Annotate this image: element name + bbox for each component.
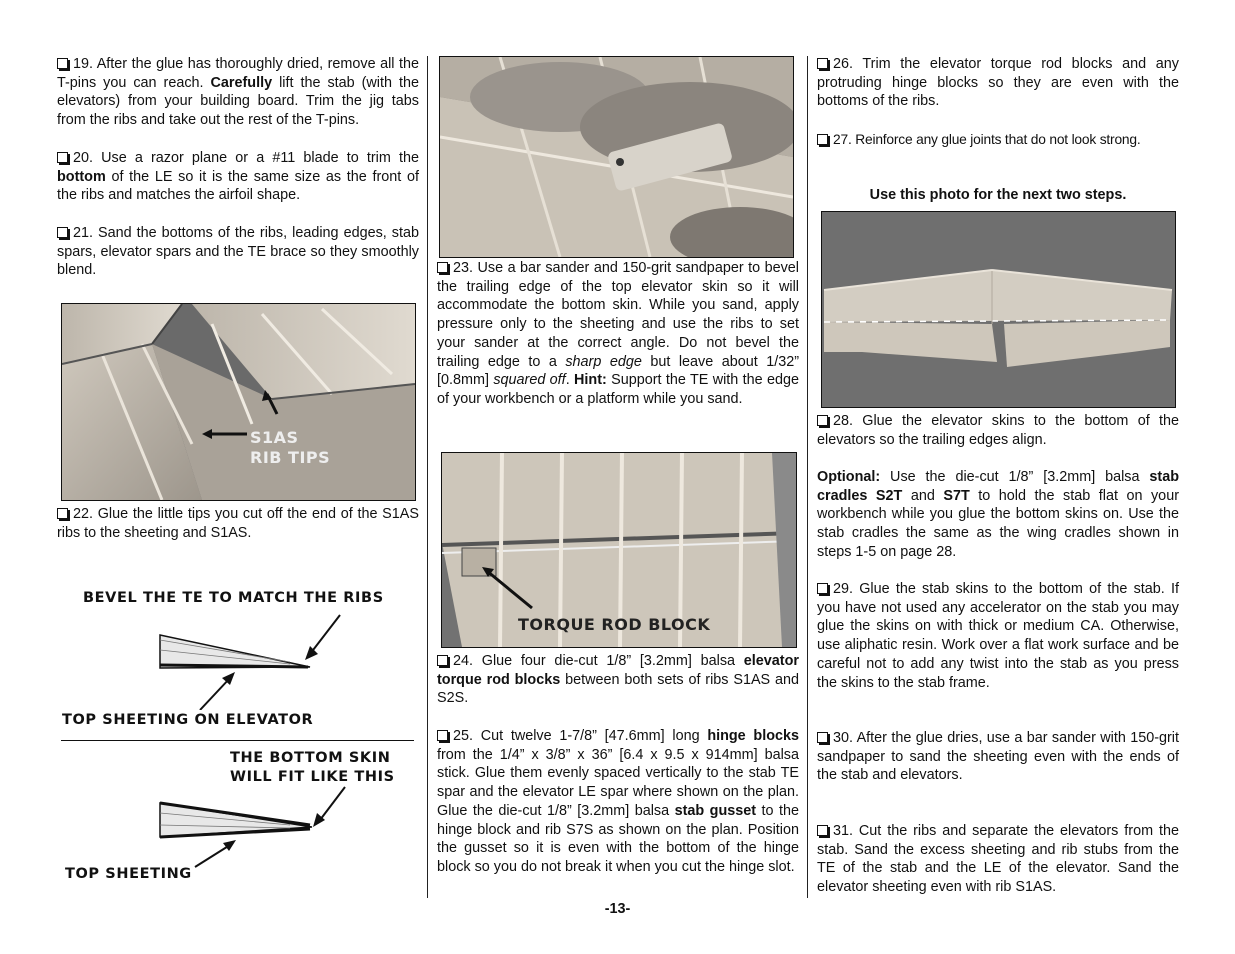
step-21: 21. Sand the bottoms of the ribs, leading edges, stab spars, elevator spars and the TE brace so they smoothly blend. — [57, 225, 419, 279]
stab-photo-illustration — [822, 212, 1175, 407]
checkbox-icon[interactable] — [817, 825, 828, 836]
figure-divider — [61, 740, 414, 741]
rib-tips-photo-illustration — [62, 304, 415, 500]
fig2-label-top-line2: WILL FIT LIKE THIS — [230, 769, 395, 785]
column-divider-right — [807, 56, 808, 898]
page-number: -13- — [604, 901, 631, 917]
checkbox-icon[interactable] — [817, 732, 828, 743]
step-22: 22. Glue the little tips you cut off the end of the S1AS ribs to the sheeting and S1AS. — [57, 506, 419, 541]
step-26: 26. Trim the elevator torque rod blocks and any protruding hinge blocks so they are even with the bottoms of the ribs. — [817, 56, 1179, 110]
fig2-label-top-line1: THE BOTTOM SKIN — [230, 750, 391, 766]
photo-bar-sander — [439, 56, 794, 258]
bevel-te-diagram — [150, 610, 360, 710]
checkbox-icon[interactable] — [57, 152, 68, 163]
rib-tips-label: S1AS RIB TIPS — [250, 428, 331, 467]
photo-torque-rod-block — [441, 452, 797, 648]
checkbox-icon[interactable] — [437, 262, 448, 273]
photo-rib-tips — [61, 303, 416, 501]
step-23: 23. Use a bar sander and 150-grit sandpaper to bevel the trailing edge of the top elevator skin so it will accommodate the bottom skin. While you sand, apply pressure only to the sheeting and use the ribs to set your sander at the correct angle. Do not bevel the trailing edge to a sharp edge but leave about 1/32” [0.8mm] squared off. Hint: Support the TE with the edge of your workbench or a platform while you sand. — [437, 260, 799, 407]
checkbox-icon[interactable] — [437, 655, 448, 666]
step-30: 30. After the glue dries, use a bar sander with 150-grit sandpaper to sand the sheeting even with the ends of the stab and elevators. — [817, 730, 1179, 784]
photo-caption: Use this photo for the next two steps. — [869, 187, 1127, 203]
checkbox-icon[interactable] — [817, 58, 828, 69]
column-divider-left — [427, 56, 428, 898]
checkbox-icon[interactable] — [57, 227, 68, 238]
checkbox-icon[interactable] — [437, 730, 448, 741]
step-24: 24. Glue four die-cut 1/8” [3.2mm] balsa elevator torque rod blocks between both sets of ribs S1AS and S2S. — [437, 653, 799, 707]
fig2-label-bottom: TOP SHEETING — [65, 866, 192, 882]
step-31: 31. Cut the ribs and separate the elevators from the stab. Sand the excess sheeting and rib stubs from the TE of the stab and the LE of the elevator. Sand the elevator sheeting even with rib S1AS. — [817, 823, 1179, 896]
checkbox-icon[interactable] — [57, 58, 68, 69]
fig1-label-bottom: TOP SHEETING ON ELEVATOR — [62, 712, 314, 728]
photo-stab-elevators — [821, 211, 1176, 408]
checkbox-icon[interactable] — [817, 415, 828, 426]
fig1-label-top: BEVEL THE TE TO MATCH THE RIBS — [83, 590, 384, 606]
step-27: 27. Reinforce any glue joints that do not look strong. — [817, 131, 1179, 150]
checkbox-icon[interactable] — [817, 134, 828, 145]
step-20: 20. Use a razor plane or a #11 blade to trim the bottom of the LE so it is the same size as the front of the ribs and matches the airfoil shape. — [57, 150, 419, 204]
bottom-skin-diagram — [150, 785, 360, 870]
checkbox-icon[interactable] — [57, 508, 68, 519]
step-29: 29. Glue the stab skins to the bottom of the stab. If you have not used any accelerator on the stab you may glue the skins on with thick or medium CA. Otherwise, use aliphatic resin. Work over a flat work surface and be careful not to add any twist into the stab as you press the skins to the stab frame. — [817, 581, 1179, 691]
step-25: 25. Cut twelve 1-7/8” [47.6mm] long hinge blocks from the 1/4” x 3/8” x 36” [6.4 x 9.5 x 914mm] balsa stick. Glue them evenly spaced vertically to the stab TE spar and the elevator LE spar where shown on the plan. Glue the die-cut 1/8” [3.2mm] balsa stab gusset to the hinge block and rib S7S as shown on the plan. Position the gusset so it is even with the bottom of the hinge block so you do not break it when you cut the hinge slot. — [437, 728, 799, 875]
optional-note: Optional: Use the die-cut 1/8” [3.2mm] balsa stab cradles S2T and S7T to hold the stab flat on your workbench while you glue the bottom skins on. Use the stab cradles the same as the wing cradles shown in steps 1-5 on page 28. — [817, 469, 1179, 560]
step-28: 28. Glue the elevator skins to the bottom of the elevators so the trailing edges align. — [817, 413, 1179, 448]
step-19: 19. After the glue has thoroughly dried, remove all the T-pins you can reach. Carefully lift the stab (with the elevators) from your building board. Trim the jig tabs from the ribs and take out the rest of the T-pins. — [57, 56, 419, 129]
torque-rod-block-label: TORQUE ROD BLOCK — [518, 615, 711, 634]
bar-sander-photo-illustration — [440, 57, 793, 257]
checkbox-icon[interactable] — [817, 583, 828, 594]
